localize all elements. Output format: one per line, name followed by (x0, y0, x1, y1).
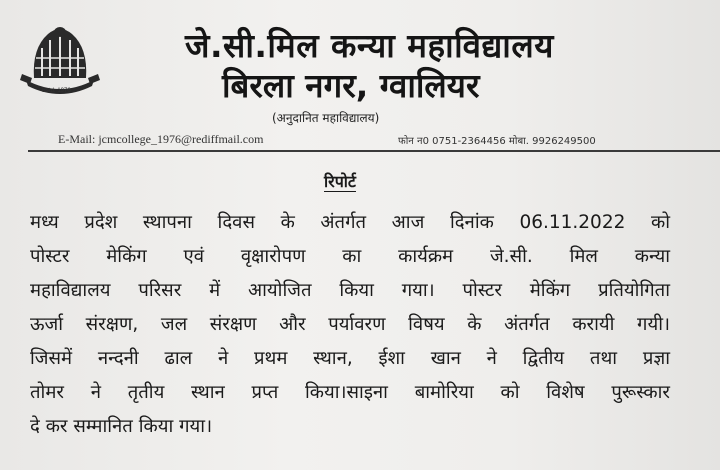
report-line: तोमर ने तृतीय स्थान प्रप्त किया।साइना बामोरिया को विशेष पुरूस्कार (30, 382, 670, 403)
aided-status: (अनुदानित महाविद्यालय) (272, 111, 380, 125)
report-line: पोस्टर मेकिंग एवं वृक्षारोपण का कार्यक्रम जे.सी. मिल कन्या (30, 246, 670, 267)
college-crest-icon (20, 18, 100, 100)
report-line: जिसमें नन्दनी ढाल ने प्रथम स्थान, ईशा खान ने द्वितीय तथा प्रज्ञा (30, 348, 670, 369)
report-line: ऊर्जा संरक्षण, जल संरक्षण और पर्यावरण विषय के अंतर्गत करायी गयी। (30, 314, 670, 335)
report-line: दे कर सम्मानित किया गया। (30, 416, 213, 437)
logo-estd-text: Estd. 1976 (42, 88, 71, 94)
college-name: जे.सी.मिल कन्या महाविद्यालय (185, 26, 554, 65)
report-body (30, 206, 670, 444)
email-address: E-Mail: jcmcollege_1976@rediffmail.com (58, 132, 264, 146)
phone-number: फोन न0 0751-2364456 मोबा. 9926249500 (398, 136, 596, 147)
header-divider (28, 150, 720, 152)
report-line: मध्य प्रदेश स्थापना दिवस के अंतर्गत आज दिनांक 06.11.2022 को (30, 212, 670, 233)
college-city: बिरला नगर, ग्वालियर (222, 66, 480, 105)
report-line: महाविद्यालय परिसर में आयोजित किया गया। पोस्टर मेकिंग प्रतियोगिता (30, 280, 670, 301)
report-title: रिपोर्ट (324, 172, 356, 191)
